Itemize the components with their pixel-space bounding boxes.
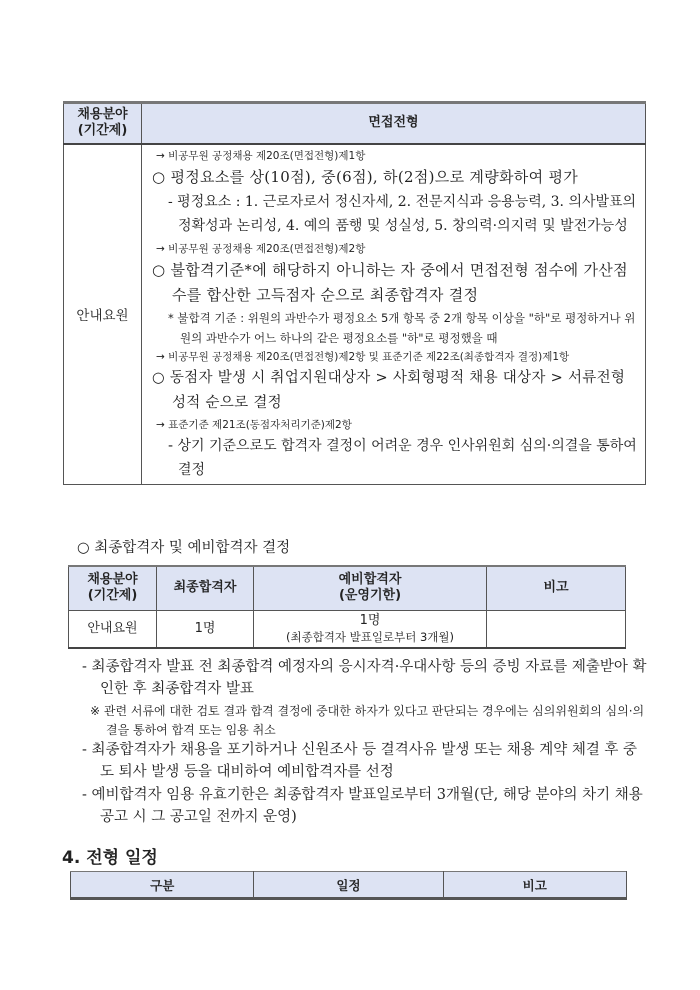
table-row xyxy=(69,610,626,648)
cell-reserve: 1명 (최종합격자 발표일로부터 3개월) xyxy=(254,610,487,648)
cell-final: 1명 xyxy=(157,610,254,648)
tie-break-rule: ○ 동점자 발생 시 취업지원대상자 > 사회형평적 채용 대상자 > 서류전형 성적 순으로 결정 xyxy=(152,369,626,411)
paragraph-reserve-validity: - 예비합격자 임용 유효기한은 최종합격자 발표일로부터 3개월(단, 해당 분야의 차기 채용 공고 시 그 공고일 전까지 운영) xyxy=(82,787,643,825)
header-category: 구분 xyxy=(71,872,254,899)
header-reserve: 예비합격자 (운영기한) xyxy=(254,566,487,610)
final-candidates-table xyxy=(68,565,626,649)
header-remarks: 비고 xyxy=(487,566,626,610)
header-field: 채용분야 (기간제) xyxy=(69,566,157,610)
legal-reference: → 비공무원 공정채용 제20조(면접전형)제2항 xyxy=(156,242,366,255)
legal-reference: → 비공무원 공정채용 제20조(면접전형)제2항 및 표준기준 제22조(최종합격자 결정)제1항 xyxy=(156,350,570,363)
table-header-row xyxy=(69,566,626,610)
row-label: 안내요원 xyxy=(64,144,142,485)
paragraph-reserve-selection: - 최종합격자가 채용을 포기하거나 신원조사 등 결격사유 발생 또는 채용 계약 체결 후 중도 퇴사 발생 등을 대비하여 예비합격자를 선정 xyxy=(82,742,638,780)
committee-decision: - 상기 기준으로도 합격자 결정이 어려운 경우 인사위원회 심의·의결을 통하여 결정 xyxy=(168,437,637,478)
criteria-item: ○ 불합격기준*에 해당하지 아니하는 자 중에서 면접전형 점수에 가산점수를 합산한 고득점자 순으로 최종합격자 결정 xyxy=(152,260,628,304)
header-field: 채용분야 (기간제) xyxy=(64,103,142,144)
interview-criteria-cell xyxy=(142,144,646,485)
evaluation-factors: - 평정요소 : 1. 근로자로서 정신자세, 2. 전문지식과 응용능력, 3. 의사발표의 정확성과 논리성, 4. 예의 품행 및 성실성, 5. 창의력·의지력 및 발전가능성 xyxy=(168,193,637,234)
header-schedule: 일정 xyxy=(254,872,443,899)
cell-field: 안내요원 xyxy=(69,610,157,648)
header-remarks: 비고 xyxy=(443,872,627,899)
legal-reference: → 표준기준 제21조(동점자처리기준)제2항 xyxy=(156,418,352,431)
paragraph-cancellation-note: ※ 관련 서류에 대한 검토 결과 합격 결정에 중대한 하자가 있다고 판단되는 경우에는 심의위원회의 심의·의결을 통하여 합격 또는 임용 취소 xyxy=(90,704,645,737)
criteria-item: ○ 평정요소를 상(10점), 중(6점), 하(2점)으로 계량화하여 평가 xyxy=(152,167,579,186)
interview-stage-table xyxy=(63,101,646,485)
header-interview-stage: 면접전형 xyxy=(142,103,646,144)
cell-remarks xyxy=(487,610,626,648)
table-header-row xyxy=(64,103,646,144)
schedule-table xyxy=(70,871,627,900)
table-row xyxy=(64,144,646,485)
section-heading: ○ 최종합격자 및 예비합격자 결정 xyxy=(77,540,291,556)
section-title-schedule: 4. 전형 일정 xyxy=(62,848,158,868)
fail-criteria-note: * 불합격 기준 : 위원의 과반수가 평정요소 5개 항목 중 2개 항목 이상을 "하"로 평정하거나 위원의 과반수가 어느 하나의 같은 평정요소를 "하"로 평정했을 때 xyxy=(168,310,636,345)
header-final: 최종합격자 xyxy=(157,566,254,610)
table-header-row xyxy=(71,872,627,899)
paragraph-verification: - 최종합격자 발표 전 최종합격 예정자의 응시자격·우대사항 등의 증빙 자료를 제출받아 확인한 후 최종합격자 발표 xyxy=(82,659,647,697)
legal-reference: → 비공무원 공정채용 제20조(면접전형)제1항 xyxy=(156,149,366,162)
